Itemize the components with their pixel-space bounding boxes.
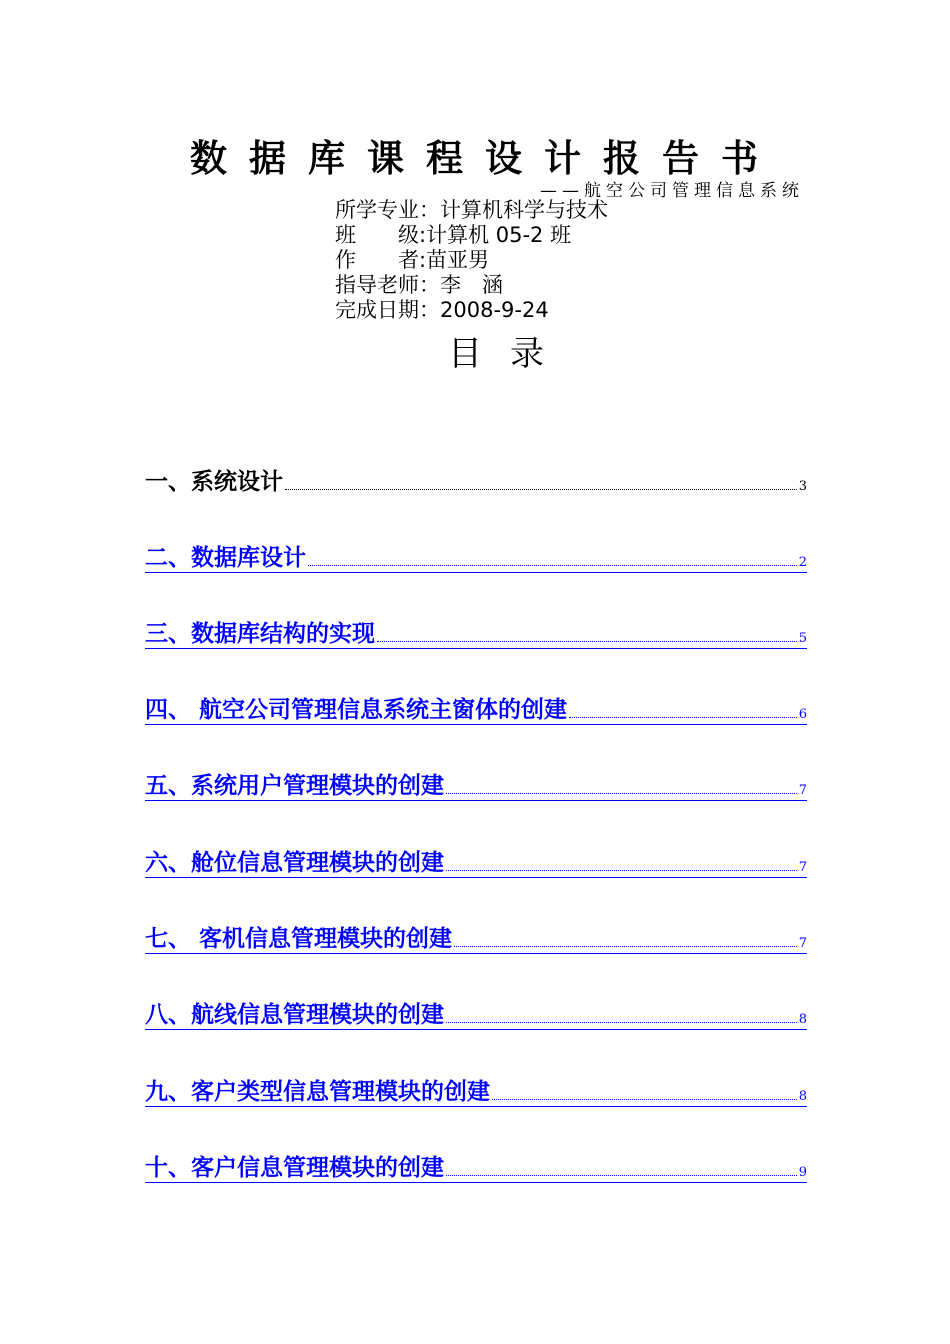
toc-item-7[interactable] [145, 878, 807, 954]
toc-item-5[interactable] [145, 725, 807, 801]
toc-entry [145, 1074, 807, 1107]
toc-item-label: 四、 航空公司管理信息系统主窗体的创建 [145, 696, 568, 724]
major-label: 所学专业： [335, 198, 440, 222]
toc-item-10[interactable] [145, 1107, 807, 1183]
info-row-major [335, 198, 608, 223]
toc-dot-leader [492, 1098, 797, 1100]
toc-dot-leader [569, 716, 797, 718]
table-of-contents [145, 420, 807, 1183]
toc-dot-leader [285, 488, 797, 490]
toc-item-page: 8 [798, 1088, 807, 1104]
document-subtitle: ——航空公司管理信息系统 [540, 181, 804, 201]
class-label: 班 级: [335, 223, 427, 247]
toc-item-label: 八、航线信息管理模块的创建 [145, 1001, 444, 1029]
toc-entry [145, 464, 807, 496]
toc-item-page: 7 [798, 859, 807, 875]
date-label: 完成日期： [335, 298, 440, 322]
toc-item-page: 7 [798, 936, 807, 952]
document-title: 数据库课程设计报告书 [190, 136, 780, 180]
toc-item-label: 二、数据库设计 [145, 543, 306, 571]
toc-item-9[interactable] [145, 1030, 807, 1106]
advisor-label: 指导老师： [335, 273, 440, 297]
toc-item-4[interactable] [145, 649, 807, 725]
toc-entry [145, 692, 807, 725]
toc-entry [145, 845, 807, 878]
toc-item-label: 十、客户信息管理模块的创建 [145, 1153, 444, 1181]
author-info-block [335, 198, 608, 323]
info-row-advisor [335, 273, 608, 298]
date-value: 2008-9-24 [440, 298, 549, 322]
author-label: 作 者: [335, 248, 427, 272]
toc-item-2[interactable] [145, 496, 807, 572]
toc-entry [145, 1150, 807, 1183]
toc-dot-leader [308, 564, 797, 566]
toc-item-page: 6 [798, 707, 807, 723]
toc-item-8[interactable] [145, 954, 807, 1030]
toc-item-label: 三、数据库结构的实现 [145, 619, 375, 647]
toc-item-label: 七、 客机信息管理模块的创建 [145, 925, 453, 953]
toc-entry [145, 921, 807, 954]
toc-dot-leader [377, 640, 797, 642]
toc-item-page: 5 [798, 630, 807, 646]
major-value: 计算机科学与技术 [440, 198, 608, 222]
toc-item-label: 一、系统设计 [145, 468, 283, 496]
advisor-value: 李 涵 [440, 273, 503, 297]
toc-entry [145, 997, 807, 1030]
toc-dot-leader [446, 1021, 797, 1023]
toc-item-3[interactable] [145, 573, 807, 649]
info-row-date [335, 298, 608, 323]
toc-item-page: 2 [798, 554, 807, 570]
toc-entry [145, 768, 807, 801]
class-value: 计算机 05-2 班 [426, 223, 572, 247]
toc-item-1[interactable] [145, 420, 807, 496]
toc-item-label: 九、客户类型信息管理模块的创建 [145, 1077, 490, 1105]
toc-entry [145, 616, 807, 649]
toc-dot-leader [454, 945, 797, 947]
toc-dot-leader [446, 1174, 797, 1176]
toc-dot-leader [446, 792, 797, 794]
author-value: 苗亚男 [426, 248, 490, 272]
toc-item-page: 7 [798, 783, 807, 799]
toc-item-label: 六、舱位信息管理模块的创建 [145, 848, 444, 876]
toc-item-page: 3 [798, 479, 807, 495]
info-row-class [335, 223, 608, 248]
info-row-author [335, 248, 608, 273]
toc-item-page: 9 [798, 1164, 807, 1180]
toc-entry [145, 540, 807, 573]
toc-dot-leader [446, 869, 797, 871]
toc-item-label: 五、系统用户管理模块的创建 [145, 772, 444, 800]
toc-item-page: 8 [798, 1012, 807, 1028]
toc-heading: 目录 [448, 334, 572, 374]
toc-item-6[interactable] [145, 801, 807, 877]
